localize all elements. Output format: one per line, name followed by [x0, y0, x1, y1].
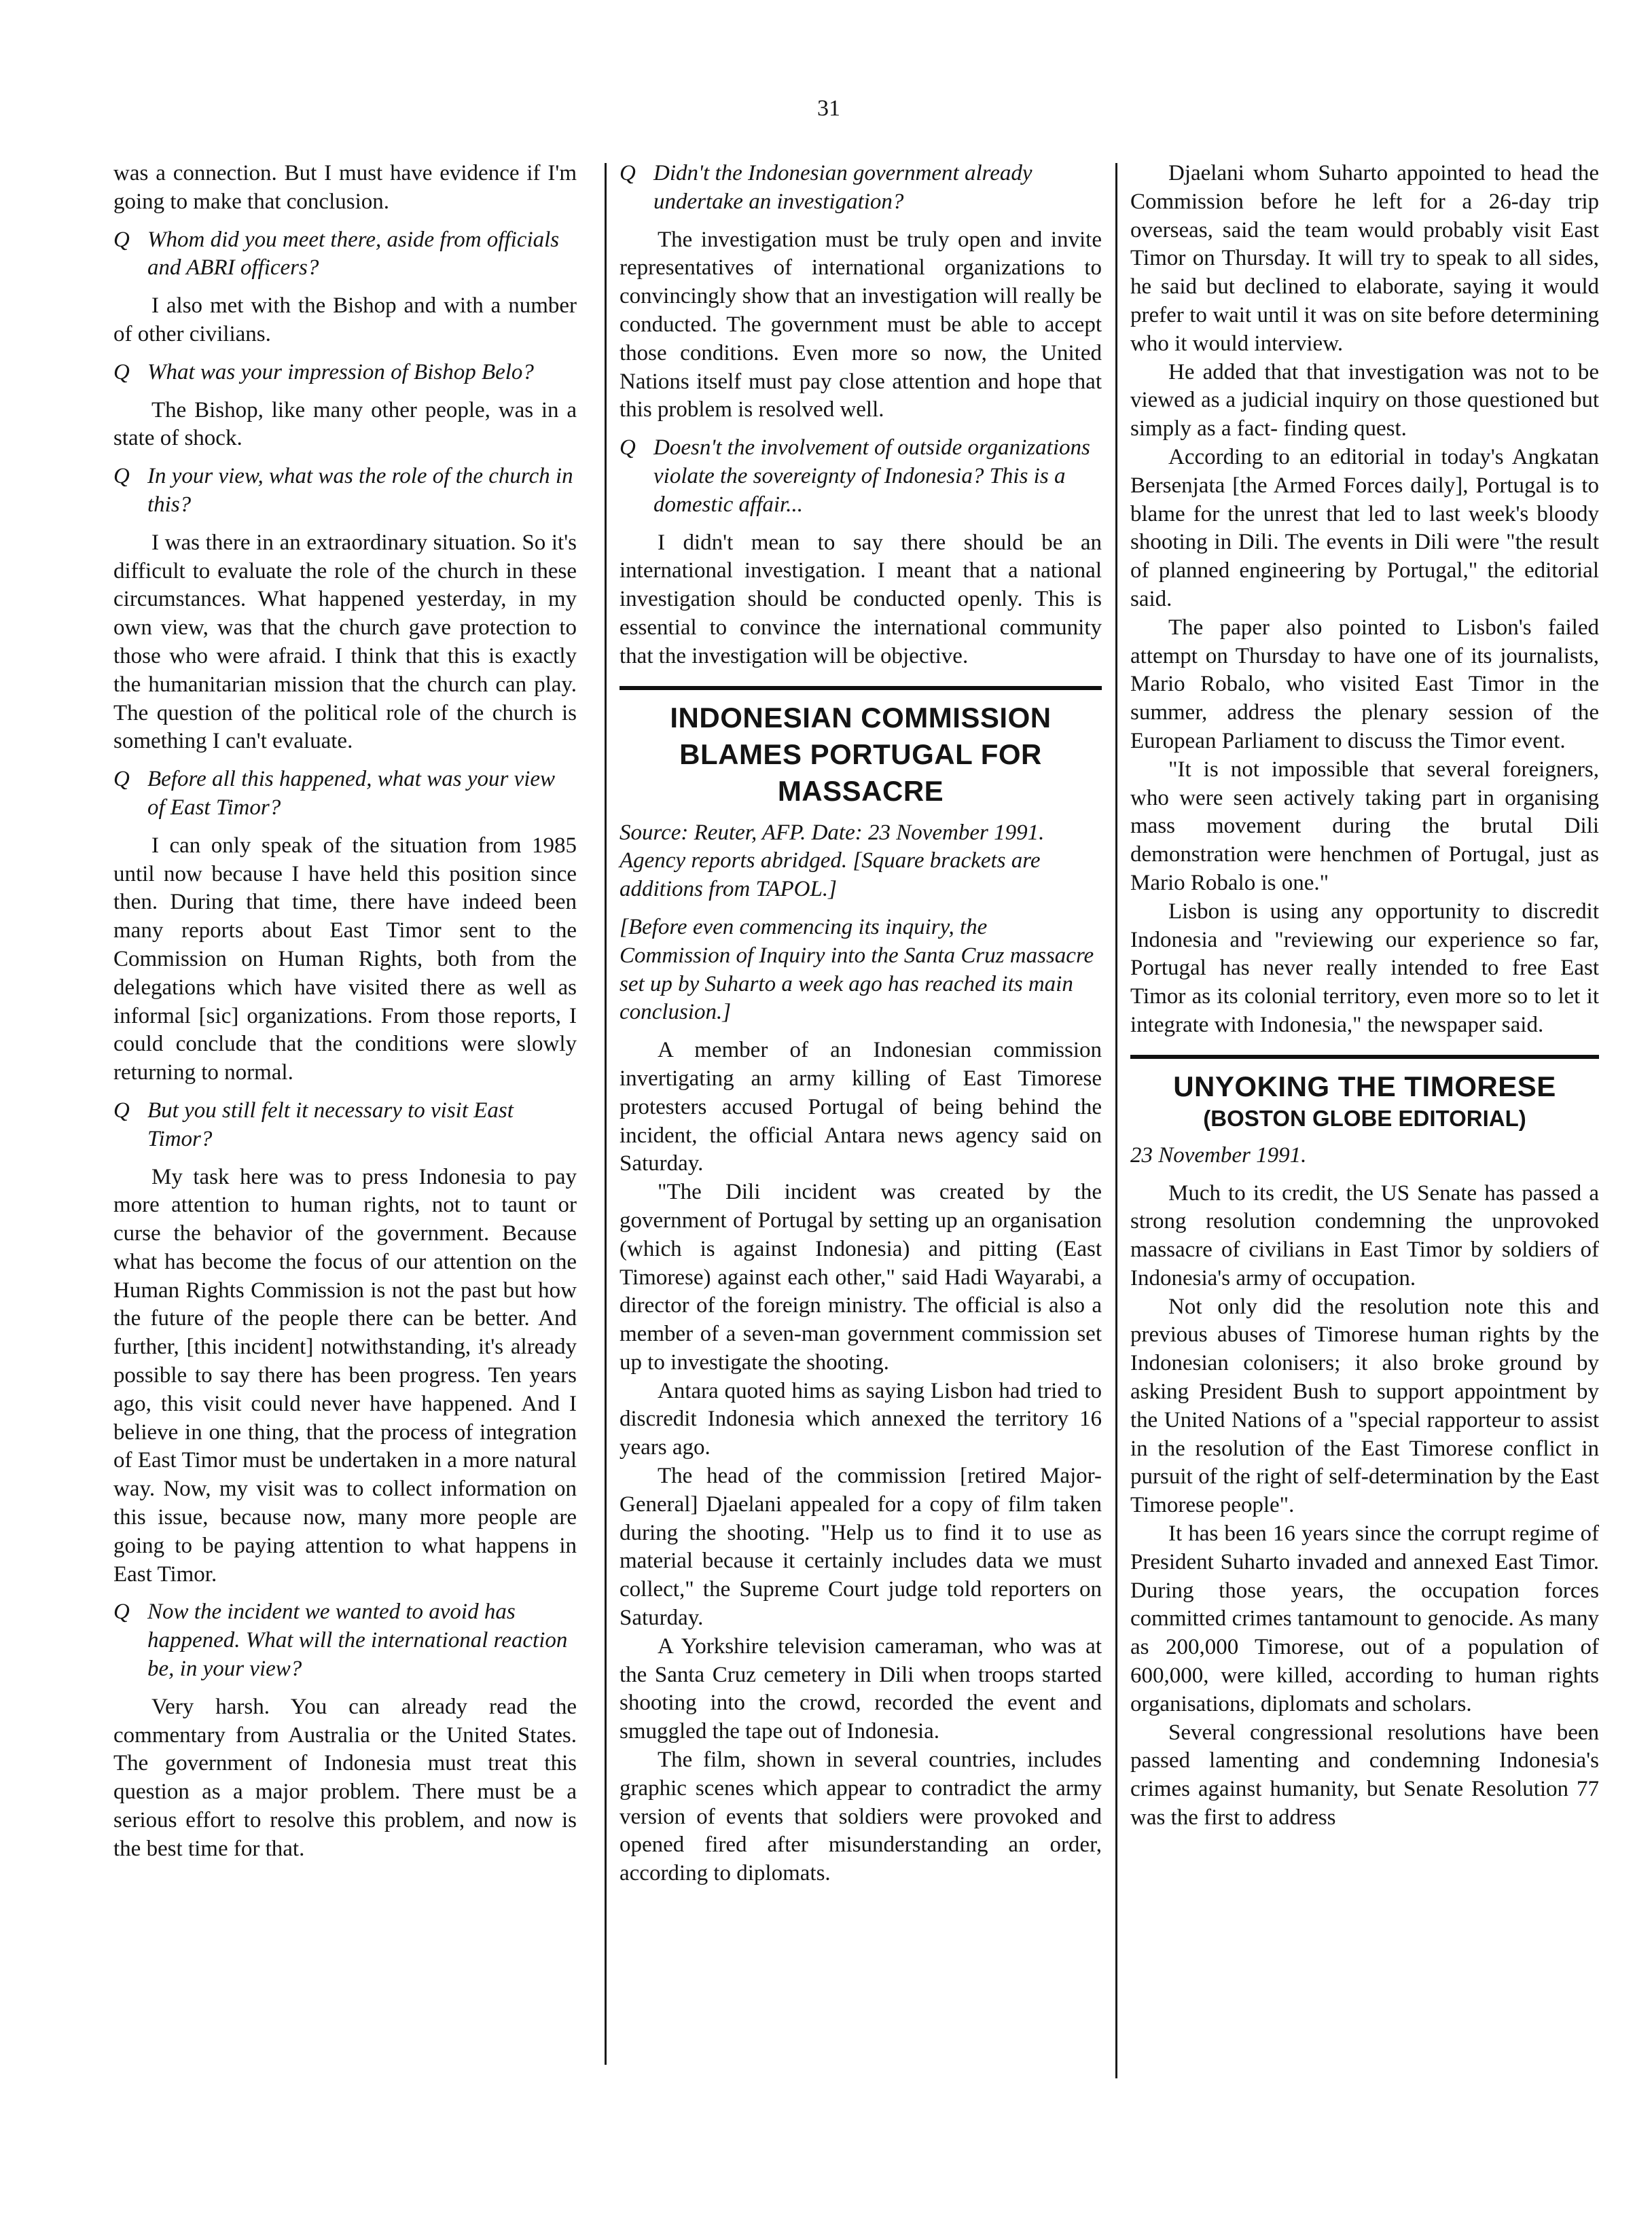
column-divider [605, 163, 607, 2065]
interview-question: Q Doesn't the involvement of outside organizations violate the sovereignty of Indonesia? This is a domestic affair... [620, 435, 1090, 517]
interview-question: Q In your view, what was the role of the church in this? [113, 464, 573, 517]
interview-answer: I also met with the Bishop and with a number of other civilians. [113, 293, 577, 346]
interview-question: Q Didn't the Indonesian government already undertake an investigation? [620, 161, 1032, 214]
body-paragraph: The paper also pointed to Lisbon's failed attempt on Thursday to have one of its journalists, Mario Robalo, who visited East Timor in the summer, address the plenary session of the European Parliament to discuss the Timor event. [1130, 615, 1599, 753]
interview-question: Q Now the incident we wanted to avoid has happened. What will the international reaction be, in your view? [113, 1600, 568, 1682]
section-divider [620, 686, 1102, 690]
interview-answer: Very harsh. You can already read the commentary from Australia or the United States. The government of Indonesia must treat this question as a major problem. There must be a serious effort to resolve this problem, and now is the best time for that. [113, 1694, 577, 1861]
article-date: 23 November 1991. [1130, 1142, 1307, 1168]
column-right [1130, 160, 1599, 1832]
interview-answer: The investigation must be truly open and invite representatives of international organizations to convincingly show that an investigation will really be conducted. The government must be able to accept those conditions. Even more so now, the United Nations itself must pay close attention and hope that this problem is resolved well. [620, 227, 1102, 422]
body-paragraph: It has been 16 years since the corrupt regime of President Suharto invaded and annexed East Timor. During those years, the occupation forces committed crimes tantamount to genocide. As many as 200,000 Timorese, out of a population of 600,000, were killed, according to human rights organisations, diplomats and scholars. [1130, 1521, 1599, 1716]
column-middle [620, 160, 1102, 1888]
interview-question: Q Before all this happened, what was your view of East Timor? [113, 767, 556, 820]
article-headline: INDONESIAN COMMISSION BLAMES PORTUGAL FOR MASSACRE [670, 701, 1052, 807]
article-headline: UNYOKING THE TIMORESE [1173, 1070, 1556, 1102]
section-divider [1130, 1055, 1599, 1059]
interview-answer: I can only speak of the situation from 1985 until now because I have held this position since then. During that time, there have indeed been many reports about East Timor sent to the Commission on Human Rights, both from the delegations which have visited there as well as informal [sic] organizations. From those reports, I could conclude that the conditions were slowly returning to normal. [113, 833, 577, 1085]
interview-answer: I didn't mean to say there should be an international investigation. I meant that a national investigation should be conducted openly. This is essential to convince the international community that the investigation will be objective. [620, 530, 1102, 668]
body-paragraph: The film, shown in several countries, includes graphic scenes which appear to contradict the army version of events that soldiers were provoked and opened fired after misunderstanding an order, according to diplomats. [620, 1748, 1102, 1886]
page-number: 31 [817, 96, 840, 121]
article-subhead: (BOSTON GLOBE EDITORIAL) [1203, 1105, 1526, 1131]
interview-question: Q But you still felt it necessary to visit East Timor? [113, 1098, 514, 1151]
body-paragraph: The head of the commission [retired Major-General] Djaelani appealed for a copy of film taken during the shooting. "Help us to find it to use as material because it certainly includes data we must collect," the Supreme Court judge told reporters on Saturday. [620, 1464, 1102, 1631]
body-paragraph: He added that that investigation was not to be viewed as a judicial inquiry on those questioned but simply as a fact- finding quest. [1130, 359, 1599, 441]
interview-question: Q Whom did you meet there, aside from officials and ABRI officers? [113, 227, 560, 281]
body-paragraph: Antara quoted hims as saying Lisbon had tried to discredit Indonesia which annexed the territory 16 years ago. [620, 1378, 1102, 1460]
body-paragraph: was a connection. But I must have evidence if I'm going to make that conclusion. [113, 161, 577, 214]
body-paragraph: Much to its credit, the US Senate has passed a strong resolution condemning the unprovoked massacre of civilians in East Timor by soldiers of Indonesia's army of occupation. [1130, 1180, 1599, 1290]
body-paragraph: A member of an Indonesian commission invertigating an army killing of East Timorese protesters accused Portugal of being behind the incident, the official Antara news agency said on Saturday. [620, 1038, 1102, 1176]
body-paragraph: Lisbon is using any opportunity to discredit Indonesia and "reviewing our experience so far, Portugal has never really intended to free East Timor as its colonial territory, even more so to let it integrate with Indonesia," the newspaper said. [1130, 899, 1599, 1037]
body-paragraph: Not only did the resolution note this and previous abuses of Timorese human rights by the Indonesian colonisers; it also broke ground by asking President Bush to support appointment by the United Nations of a "special rapporteur to assist in the resolution of the East Timorese conflict in pursuit of the right of self-determination by the East Timorese people". [1130, 1294, 1599, 1518]
body-paragraph: "The Dili incident was created by the government of Portugal by setting up an organisation (which is against Indonesia) and pitting (East Timorese) against each other," said Hadi Wayarabi, a director of the foreign ministry. The official is also a member of a seven-man government commission set up to investigate the shooting. [620, 1180, 1102, 1375]
interview-answer: My task here was to press Indonesia to pay more attention to human rights, not to taunt or curse the behavior of the government. Because what has become the focus of our attention on the Human Rights Commission is not the past but how the future of the people there can be better. And further, [this incident] notwithstanding, it's already possible to say there has been progress. Ten years ago, this visit could never have happened. And I believe in one thing, that the process of integration of East Timor must be undertaken in a more natural way. Now, my visit was to collect information on this issue, because now, many more people are going to be paying attention to what happens in East Timor. [113, 1164, 577, 1587]
column-left [113, 160, 577, 1864]
interview-answer: The Bishop, like many other people, was in a state of shock. [113, 397, 577, 451]
interview-answer: I was there in an extraordinary situation. So it's difficult to evaluate the role of the church in these circumstances. What happened yesterday, in my own view, was that the church gave protection to those who were afraid. I think that this is exactly the humanitarian mission that the church can play. The question of the political role of the church is something I can't evaluate. [113, 530, 577, 754]
column-divider [1115, 163, 1117, 2078]
article-source: Source: Reuter, AFP. Date: 23 November 1991. Agency reports abridged. [Square brackets are additions from TAPOL.] [620, 820, 1045, 902]
body-paragraph: Several congressional resolutions have been passed lamenting and condemning Indonesia's crimes against humanity, but Senate Resolution 77 was the first to address [1130, 1720, 1599, 1830]
body-paragraph: Djaelani whom Suharto appointed to head the Commission before he left for a 26-day trip overseas, said the team would probably visit East Timor on Thursday. It will try to speak to all sides, he said but declined to elaborate, saying it would prefer to wait until it was on site before determining who it would interview. [1130, 161, 1599, 356]
interview-question: Q What was your impression of Bishop Belo? [113, 359, 534, 384]
editorial-note: [Before even commencing its inquiry, the Commission of Inquiry into the Santa Cruz massacre set up by Suharto a week ago has reached its main conclusion.] [620, 914, 1094, 1025]
body-paragraph: A Yorkshire television cameraman, who was at the Santa Cruz cemetery in Dili when troops started shooting into the crowd, recorded the event and smuggled the tape out of Indonesia. [620, 1633, 1102, 1744]
body-paragraph: "It is not impossible that several foreigners, who were seen actively taking part in organising mass movement during the brutal Dili demonstration were henchmen of Portugal, just as Mario Robalo is one." [1130, 757, 1599, 895]
body-paragraph: According to an editorial in today's Angkatan Bersenjata [the Armed Forces daily], Portugal is to blame for the unrest that led to last week's bloody shooting in Dili. The events in Dili were "the result of planned engineering by Portugal," the editorial said. [1130, 444, 1599, 611]
